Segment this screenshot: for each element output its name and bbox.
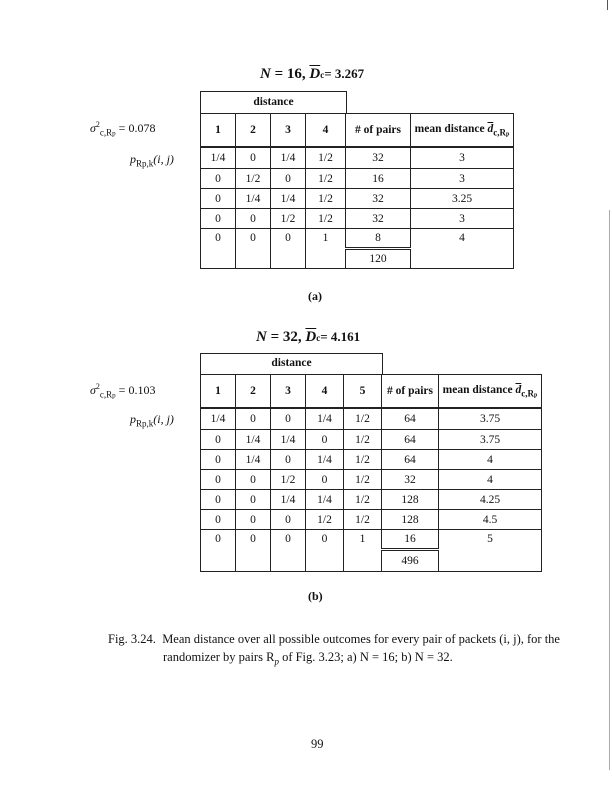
header-mean-distance: mean distance $\overline{d}_{c,Rp}$ [439,375,542,408]
cell: 0 [201,450,236,470]
cell: 0 [236,510,271,530]
p-symbol: p [130,412,136,426]
cell: 1/4 [201,408,236,430]
table-row [201,490,542,510]
mean-sub: c,R [493,126,506,137]
table-a-prob-label [130,152,174,168]
cell-pairs: 16 [346,169,411,189]
caption-text-1: Mean distance over all possible outcomes for every pair of packets (i, j), for the [162,632,560,646]
cell-mean: 3 [411,169,514,189]
header-col-3: 3 [271,375,306,408]
header-col-2: 2 [236,114,271,147]
cell: 1/4 [236,430,271,450]
cell: 0 [201,470,236,490]
cell: 1/4 [271,189,306,209]
mean-sub: c,R [521,387,534,398]
caption-line-1 [108,630,578,648]
table-row [201,408,542,430]
cell-pairs: 128 [382,510,439,530]
cell: 1/2 [306,510,344,530]
header-col-1: 1 [201,375,236,408]
cell: 0 [306,530,344,572]
caption-text-3: of Fig. 3.23; a) N = 16; b) N = 32. [278,650,453,664]
table-b-label: (b) [308,589,323,603]
cell: 1/4 [236,450,271,470]
cell-total: 120 [346,249,411,269]
header-col-1: 1 [201,114,236,147]
table-b-header-row [201,375,542,408]
cell-total: 496 [382,550,439,572]
table-b-prob-label [130,412,174,428]
sigma-sub: c,R [99,389,113,400]
cell: 0 [236,408,271,430]
cell: 1/4 [201,147,236,169]
table-b-distance-header: distance [200,353,383,375]
title-d-value: = 4.161 [320,329,361,344]
p-sub: Rp,k [136,418,154,429]
cell-pairs: 32 [346,147,411,169]
cell-mean: 4.5 [439,510,542,530]
cell: 0 [201,209,236,229]
caption-text-2: randomizer by pairs R [163,650,275,664]
mean-distance-label: mean distance [414,122,485,135]
cell-pairs: 32 [346,209,411,229]
p-sub: Rp,k [136,158,154,169]
cell-pairs: 64 [382,450,439,470]
table-row [201,470,542,490]
cell: 1/2 [306,209,346,229]
table-a [200,113,514,269]
cell: 0 [271,169,306,189]
table-row [201,229,514,249]
table-row [201,189,514,209]
cell-pairs: 16 [382,530,439,550]
page-number: 99 [311,737,324,751]
cell: 1/2 [271,209,306,229]
cell: 1/4 [271,147,306,169]
header-col-3: 3 [271,114,306,147]
sigma-symbol: σ [90,121,96,135]
table-b [200,374,542,572]
mean-distance-label: mean distance [442,383,513,396]
cell: 0 [201,430,236,450]
cell: 0 [271,450,306,470]
header-pairs: # of pairs [346,114,411,147]
table-b-title [256,329,360,346]
cell: 0 [201,530,236,572]
mean-symbol: $\overline{d}$ [515,383,522,396]
sigma-symbol: σ [90,383,96,397]
cell: 1/2 [344,470,382,490]
cell: 0 [271,530,306,572]
cell-mean: 4 [439,470,542,490]
title-n-value: = 16, [270,66,310,82]
header-col-4: 4 [306,375,344,408]
sigma-sub: c,R [99,127,113,138]
cell: 0 [236,470,271,490]
table-row [201,147,514,169]
cell-mean: 3 [411,209,514,229]
table-row [201,209,514,229]
table-a-distance-header: distance [200,91,347,114]
title-d-value: = 3.267 [324,66,365,81]
cell: 0 [236,147,271,169]
header-pairs: # of pairs [382,375,439,408]
cell: 1/2 [306,147,346,169]
cell: 0 [201,510,236,530]
sigma-value: = 0.078 [115,121,156,135]
cell: 0 [236,229,271,269]
table-row [201,169,514,189]
cell: 1/4 [271,490,306,510]
cell: 1/4 [306,490,344,510]
scan-edge-line [609,210,610,770]
header-col-5: 5 [344,375,382,408]
p-args: (i, j) [153,152,174,166]
p-symbol: p [130,152,136,166]
title-n-value: = 32, [266,329,306,345]
cell: 1/2 [271,470,306,490]
cell-pairs: 32 [346,189,411,209]
cell-pairs: 32 [382,470,439,490]
header-mean-distance: mean distance $\overline{d}_{c,Rp}$ [411,114,514,147]
cell: 1/4 [271,430,306,450]
cell: 0 [271,510,306,530]
caption-line-2 [108,648,578,671]
table-a-label: (a) [308,289,322,303]
cell: 0 [236,490,271,510]
cell: 1/2 [236,169,271,189]
title-n: N [260,66,271,82]
cell-mean: 4 [439,450,542,470]
table-row [201,530,542,550]
cell: 0 [271,408,306,430]
cell-mean: 4.25 [439,490,542,510]
cell: 1 [344,530,382,572]
cell: 0 [236,530,271,572]
cell: 1/2 [306,169,346,189]
cell-pairs: 8 [346,229,411,249]
table-a-title [260,66,364,83]
title-d: $\overline{D}$ [305,329,317,345]
p-args: (i, j) [153,412,174,426]
cell: 0 [306,470,344,490]
table-a-sigma: $\sigma^2_{c,Rp} = 0.078$ [90,120,156,138]
cell-mean: 3.75 [439,430,542,450]
cell: 0 [271,229,306,269]
cell: 1/4 [236,189,271,209]
cell-pairs: 128 [382,490,439,510]
cell: 0 [201,169,236,189]
cell-mean: 4 [411,229,514,269]
sigma-value: = 0.103 [115,383,156,397]
table-a-header-row [201,114,514,147]
mean-symbol: $\overline{d}$ [487,122,494,135]
cell-mean: 3.75 [439,408,542,430]
cell-pairs: 64 [382,430,439,450]
title-d-sub: c [316,333,321,343]
cell: 1/2 [344,430,382,450]
cell: 1/4 [306,408,344,430]
caption-fig-number: Fig. 3.24. [108,632,156,646]
cell: 0 [201,490,236,510]
cell: 1/4 [306,450,344,470]
cell: 1/2 [344,450,382,470]
table-b-sigma: $\sigma^2_{c,Rp} = 0.103$ [90,382,156,400]
header-col-4: 4 [306,114,346,147]
figure-caption [108,630,578,671]
cell-mean: 3.25 [411,189,514,209]
cell-pairs: 64 [382,408,439,430]
cell: 0 [201,229,236,269]
table-row [201,450,542,470]
table-row [201,510,542,530]
cell-mean: 5 [439,530,542,572]
cell-mean: 3 [411,147,514,169]
header-col-2: 2 [236,375,271,408]
title-d-sub: c [320,70,325,80]
cell: 1/2 [344,490,382,510]
scan-edge-mark [607,0,608,10]
cell: 0 [306,430,344,450]
table-row [201,430,542,450]
title-d: $\overline{D}$ [309,66,321,82]
cell: 1 [306,229,346,269]
cell: 1/2 [344,510,382,530]
title-n: N [256,329,267,345]
cell: 1/2 [344,408,382,430]
cell: 0 [236,209,271,229]
cell: 0 [201,189,236,209]
cell: 1/2 [306,189,346,209]
caption-sub: p [274,656,279,667]
